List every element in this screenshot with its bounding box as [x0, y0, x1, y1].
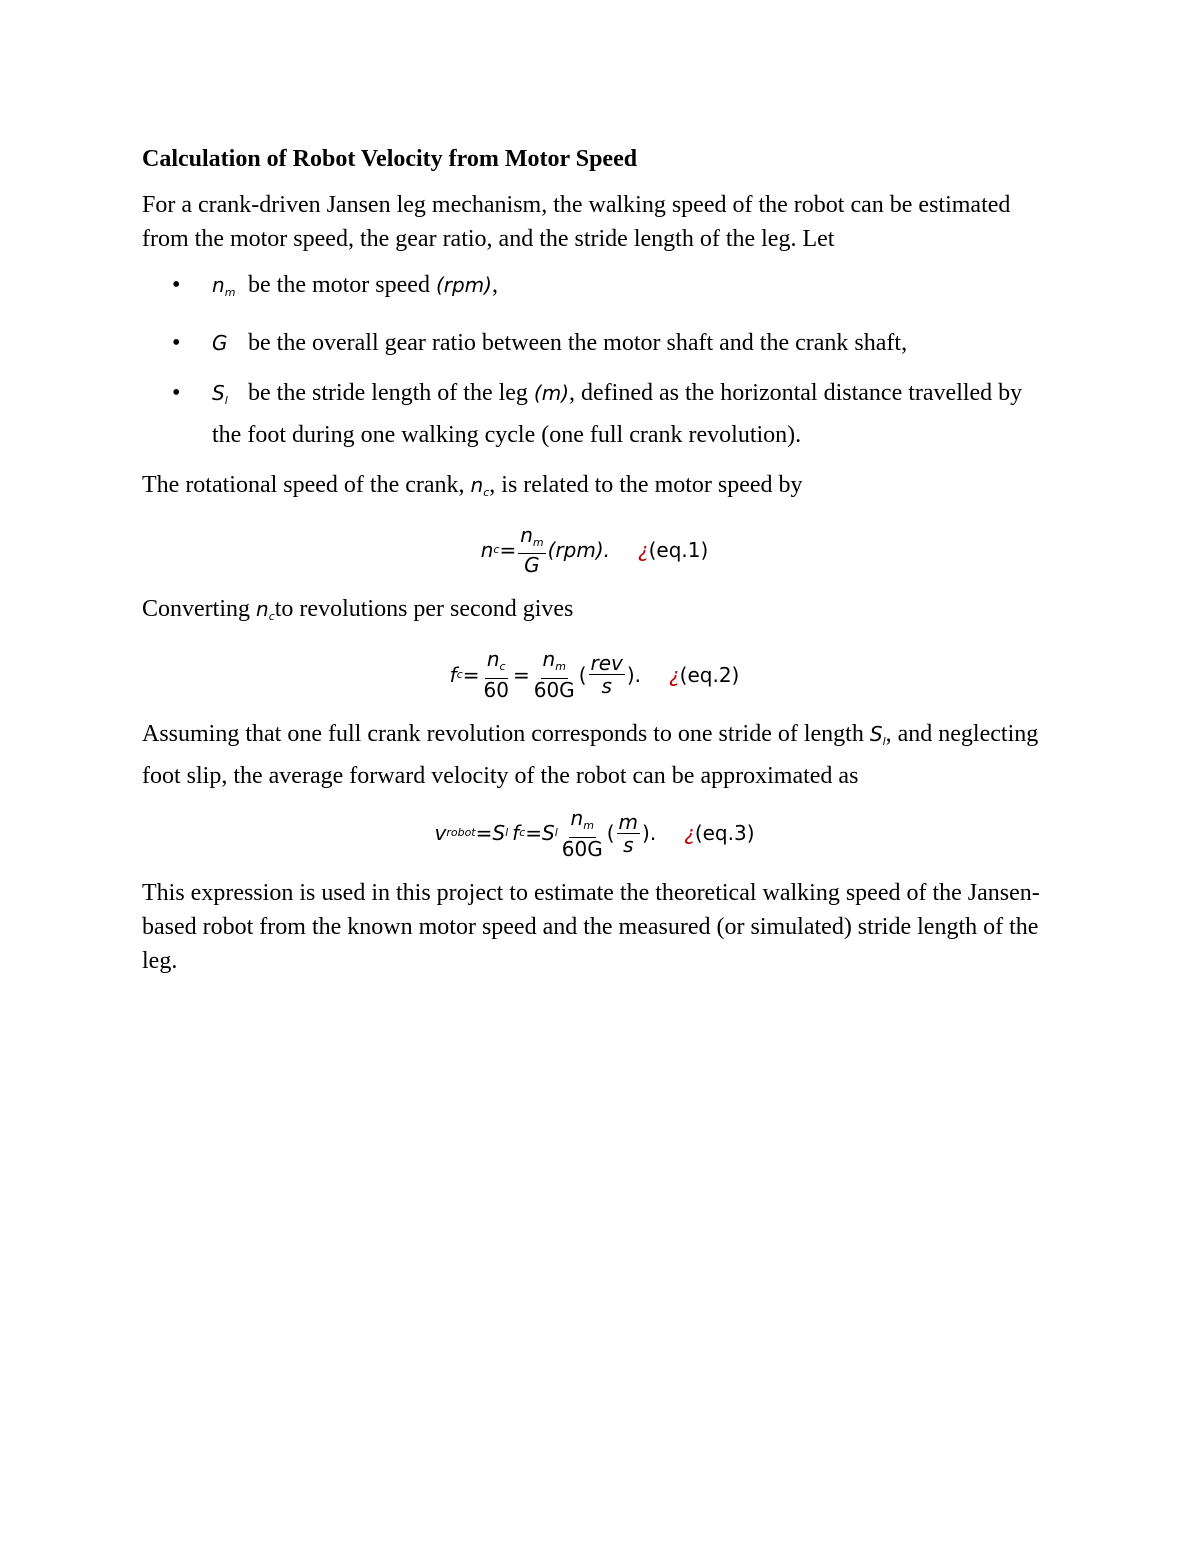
section-title: Calculation of Robot Velocity from Motor Speed: [142, 146, 638, 172]
list-item-text: be the stride length of the leg: [242, 379, 534, 406]
equation-1: n c = $\frac{n_m}{G}$ (rpm). ¿(eq.1): [480, 522, 709, 578]
fraction: $\frac{n_m}{60G}$: [561, 805, 603, 861]
assumption-paragraph: Assuming that one full crank revolution corresponds to one stride of length $S_l$, and neglecting foot slip, the average forward velocity of the robot can be approximated as: [142, 721, 1039, 789]
symbol-g: G: [212, 330, 228, 355]
unit-rpm: (rpm): [435, 273, 492, 297]
bullet-icon: •: [172, 329, 181, 356]
variable-list: [142, 268, 1047, 452]
symbol-nm: $n_m$: [212, 273, 236, 299]
fraction: $\frac{\text{rev}}{s}$: [590, 651, 623, 699]
fraction: $\frac{m}{s}$: [618, 809, 639, 857]
list-item-motor-speed: • $n_m$ be the motor speed (rpm),: [142, 268, 1047, 310]
equation-label: ¿(eq.2): [669, 662, 740, 687]
equation-2: f c = $\frac{n_c}{60}$ = $\frac{n_m}{60G}$ ( $\frac{\text{rev}}{s}$ ). ¿(eq.2): [449, 647, 740, 703]
equation-label: ¿(eq.1): [637, 537, 709, 562]
symbol-nc: $n_c$: [256, 597, 275, 624]
unit-m: (m): [533, 380, 570, 405]
intro-paragraph: For a crank-driven Jansen leg mechanism, the walking speed of the robot can be estimated from the motor speed, the gear ratio, and the stride length of the leg. Let: [142, 192, 1011, 252]
document-content: [142, 142, 1047, 990]
fraction: $\frac{n_m}{60G}$: [533, 647, 575, 703]
symbol-sl: $S_l$: [869, 722, 886, 748]
bullet-icon: •: [172, 379, 181, 406]
symbol-sl: $S_l$: [212, 380, 228, 407]
list-item-stride-length: • $S_l$ be the stride length of the leg (m), defined as the horizontal distance travelled by the foot during one walking cycle (one full crank revolution).: [142, 376, 1047, 452]
conversion-paragraph: Converting $n_cto$ revolutions per second gives: [142, 596, 574, 624]
list-item-text: be the motor speed: [242, 272, 436, 298]
crank-speed-paragraph: The rotational speed of the crank, $n_c$, is related to the motor speed by: [142, 471, 803, 499]
list-item-gear-ratio: [142, 326, 1047, 360]
conclusion-paragraph: This expression is used in this project to estimate the theoretical walking speed of the Jansen-based robot from the known motor speed and the measured (or simulated) stride length of the leg.: [142, 879, 1040, 974]
equation-label: ¿(eq.3): [684, 821, 755, 846]
fraction: $\frac{n_c}{60}$: [483, 647, 509, 703]
fraction: $\frac{n_m}{G}$: [520, 522, 544, 578]
bullet-icon: •: [172, 272, 181, 298]
equation-3: v robot = S l f c = S l $\frac{n_m}{60G}$ ( $\frac{m}{s}$ ). ¿(eq.3): [434, 805, 755, 861]
symbol-nc: $n_c$: [470, 472, 490, 499]
list-item-text: be the overall gear ratio between the motor shaft and the crank shaft,: [242, 329, 908, 356]
